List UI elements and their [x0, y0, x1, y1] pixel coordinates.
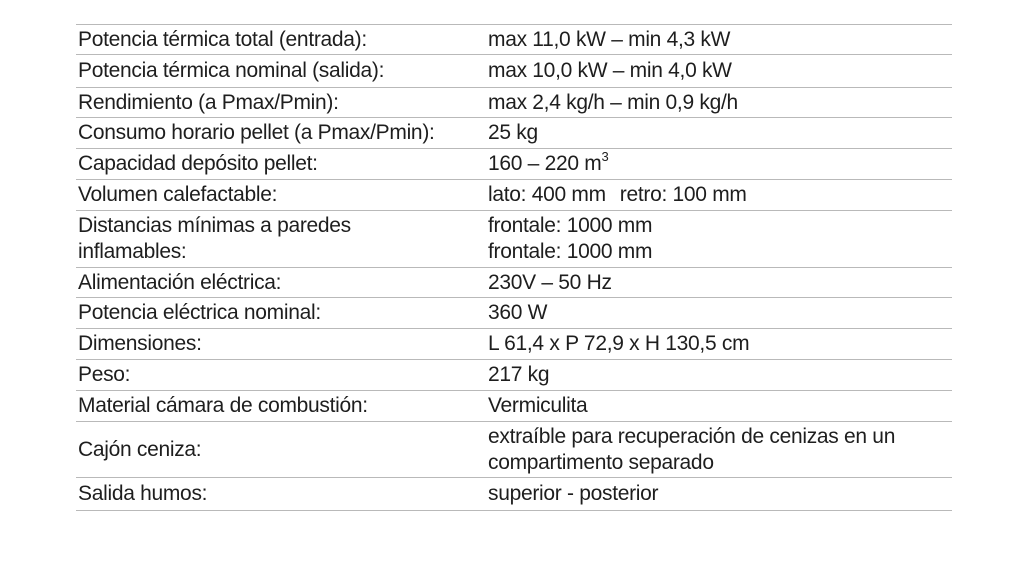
row-value: superior - posterior	[488, 482, 659, 505]
table-row	[76, 55, 952, 88]
row-value	[488, 182, 952, 208]
spec-table	[76, 24, 952, 511]
row-value: max 11,0 kW – min 4,3 kW	[488, 27, 731, 51]
table-row	[76, 24, 952, 55]
row-value-line: frontale: 1000 mm	[488, 240, 653, 263]
table-row	[76, 149, 952, 180]
row-label-line: inflamables:	[78, 240, 187, 263]
table-row	[76, 478, 952, 511]
row-value: 360 W	[488, 301, 548, 324]
row-value: Vermiculita	[488, 394, 588, 417]
row-label: Dimensiones:	[78, 332, 202, 355]
row-label-line: Distancias mínimas a paredes	[78, 214, 351, 237]
row-label: Cajón ceniza:	[78, 437, 202, 461]
row-value	[488, 151, 952, 177]
table-row	[76, 118, 952, 149]
value-superscript: 3	[601, 151, 609, 164]
row-value-line: extraíble para recuperación de cenizas en un	[488, 424, 896, 448]
row-value-line: compartimento separado	[488, 450, 714, 474]
row-label: Rendimiento (a Pmax/Pmin):	[78, 90, 339, 114]
row-value: L 61,4 x P 72,9 x H 130,5 cm	[488, 332, 750, 355]
table-row	[76, 211, 952, 268]
row-value: max 2,4 kg/h – min 0,9 kg/h	[488, 90, 738, 114]
row-label: Potencia eléctrica nominal:	[78, 301, 321, 324]
row-value: 25 kg	[488, 121, 538, 144]
row-label: Material cámara de combustión:	[78, 394, 368, 417]
row-label: Salida humos:	[78, 482, 208, 505]
table-row	[76, 298, 952, 329]
row-label: Peso:	[78, 363, 131, 386]
value-lateral: lato: 400 mm	[488, 183, 606, 206]
table-row	[76, 360, 952, 391]
row-value: max 10,0 kW – min 4,0 kW	[488, 59, 732, 82]
table-row	[76, 391, 952, 422]
row-label: Volumen calefactable:	[78, 183, 278, 206]
row-label: Potencia térmica total (entrada):	[78, 27, 367, 51]
row-label	[76, 213, 488, 265]
table-row	[76, 329, 952, 360]
table-row	[76, 88, 952, 118]
row-value	[488, 213, 952, 265]
row-label: Capacidad depósito pellet:	[78, 152, 318, 175]
row-value	[488, 424, 952, 476]
row-label: Consumo horario pellet (a Pmax/Pmin):	[78, 121, 435, 144]
row-value: 217 kg	[488, 363, 550, 386]
row-label: Potencia térmica nominal (salida):	[78, 59, 385, 82]
value-text: 160 – 220 m	[488, 152, 602, 175]
value-rear: retro: 100 mm	[619, 183, 747, 206]
table-row	[76, 422, 952, 478]
row-label: Alimentación eléctrica:	[78, 270, 282, 294]
table-row	[76, 180, 952, 211]
row-value: 230V – 50 Hz	[488, 270, 612, 294]
table-row	[76, 268, 952, 298]
row-value-line: frontale: 1000 mm	[488, 214, 653, 237]
